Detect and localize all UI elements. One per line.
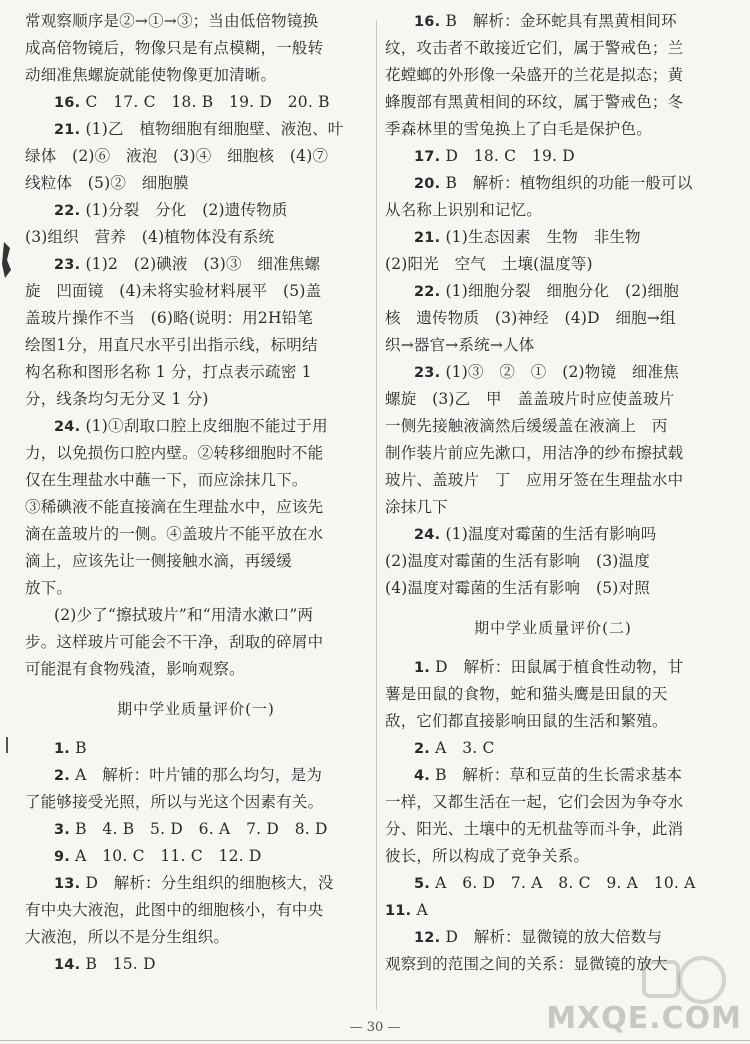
answer-item [25,251,367,278]
answer-item [385,870,721,897]
scan-edge-mark [0,735,14,755]
question-number: 22. [54,203,81,219]
text-line: 放下。 [25,579,73,597]
answer-item [25,870,367,897]
answer-text: D 解析：田鼠属于植食性动物，甘 [435,658,684,676]
text-line: (2)阳光 空气 土壤(温度等) [385,255,593,273]
answer-text: A [416,901,428,919]
bottom-rule [0,1040,750,1041]
text-line: ③稀碘液不能直接滴在生理盐水中，应该先 [25,498,324,516]
text-line: 有中央大液泡，此图中的细胞核小，有中央 [25,901,324,919]
answer-item [385,224,721,251]
text-line: 大液泡，所以不是分生组织。 [25,928,230,946]
answer-item [385,735,721,762]
text-line: 彼长，所以构成了竞争关系。 [385,847,590,865]
answer-item [385,278,721,305]
answer-text: D 解析：分生组织的细胞核大，没 [85,874,334,892]
answer-item [25,816,367,843]
question-number: 24. [414,527,441,543]
text-line: 线粒体 (5)② 细胞膜 [25,174,189,192]
text-line: 成高倍物镜后，物像只是有点模糊，一般转 [25,39,324,57]
answer-item [385,143,721,170]
question-number: 16. [414,14,441,30]
text-line: 步。这样玻片可能会不干净，刮取的碎屑中 [25,633,324,651]
answer-item [25,951,367,978]
text-line: 涂抹几下 [385,498,448,516]
question-number: 2. [414,741,430,757]
text-line: (2)温度对霉菌的生活有影响 (3)温度 [385,552,650,570]
answer-item [385,897,721,924]
answer-item [25,735,367,762]
question-number: 23. [414,365,441,381]
answer-item [25,116,367,143]
text-line: 季森林里的雪兔换上了白毛是保护色。 [385,120,652,138]
answer-text: B [75,739,87,757]
text-line: 滴上，应该先让一侧接触水滴，再缓缓 [25,552,292,570]
answer-item [385,8,721,35]
text-line: 常观察顺序是②→①→③；当由低倍物镜换 [25,12,319,30]
question-number: 2. [54,768,70,784]
text-line: 纹，攻击者不敢接近它们，属于警戒色；兰 [385,39,684,57]
section-heading: 期中学业质量评价(一) [117,700,275,718]
right-column [385,8,721,978]
watermark-text: MXQE.COM [546,1001,742,1036]
text-line: 绘图1分，用直尺水平引出指示线，标明结 [25,336,318,354]
answer-item [385,762,721,789]
answer-item [385,924,721,951]
answer-text: B 解析：金环蛇具有黑黄相间环 [445,12,677,30]
answer-text: (1)细胞分裂 细胞分化 (2)细胞 [445,282,679,300]
text-line: 核 遗传物质 (3)神经 (4)D 细胞→组 [385,309,676,327]
text-line: 一侧先接触液滴然后缓缓盖在液滴上 丙 [385,417,668,435]
answer-text: (1)分裂 分化 (2)遗传物质 [85,201,288,219]
answer-text: D 解析：显微镜的放大倍数与 [445,928,663,946]
answer-text: B 15. D [85,955,156,973]
question-number: 12. [414,930,441,946]
text-line: 绿体 (2)⑥ 液泡 (3)④ 细胞核 (4)⑦ [25,147,329,165]
answer-item [385,359,721,386]
answer-text: (1)生态因素 生物 非生物 [445,228,641,246]
answer-text: (1)温度对霉菌的生活有影响吗 [445,525,657,543]
question-number: 22. [414,284,441,300]
text-line: 分，线条均匀无分叉 1 分) [25,390,209,408]
text-line: 蜂腹部有黑黄相间的环纹，属于警戒色；冬 [385,93,684,111]
answer-item [25,413,367,440]
answer-text: D 18. C 19. D [445,147,575,165]
question-number: 11. [385,903,412,919]
answer-text: (1)乙 植物细胞有细胞壁、液泡、叶 [85,120,344,138]
text-line: 构名称和图形名称 1 分，打点表示疏密 1 [25,363,312,381]
question-number: 9. [54,849,70,865]
question-number: 23. [54,257,81,273]
text-line: 仅在生理盐水中蘸一下，而应涂抹几下。 [25,471,308,489]
scan-edge-mark [0,240,14,280]
question-number: 1. [414,660,430,676]
question-number: 20. [414,176,441,192]
column-divider [376,20,377,1010]
text-line: 玻片、盖玻片 丁 应用牙签在生理盐水中 [385,471,684,489]
answer-text: B 解析：草和豆苗的生长需求基本 [435,766,683,784]
question-number: 24. [54,419,81,435]
text-line: 织→器官→系统→人体 [385,336,535,354]
text-line: 花螳螂的外形像一朵盛开的兰花是拟态；黄 [385,66,684,84]
question-number: 17. [414,149,441,165]
answer-text: B 4. B 5. D 6. A 7. D 8. D [75,820,328,838]
text-line: 薯是田鼠的食物，蛇和猫头鹰是田鼠的天 [385,685,668,703]
page-number: — 30 — [349,1020,401,1035]
text-line: (2)少了“擦拭玻片”和“用清水漱口”两 [54,606,314,624]
answer-item [385,170,721,197]
left-column [25,8,367,978]
answer-text: A 3. C [435,739,495,757]
text-line: 敌，它们都直接影响田鼠的生活和繁殖。 [385,712,668,730]
answer-text: (1)①刮取口腔上皮细胞不能过于用 [85,417,328,435]
answer-item [385,521,721,548]
text-line: 盖玻片操作不当 (6)略(说明：用2H铅笔 [25,309,314,327]
answer-text: C 17. C 18. B 19. D 20. B [85,93,330,111]
text-line: 制作装片前应先漱口，用洁净的纱布擦拭载 [385,444,684,462]
text-line: 一样，又都生活在一起，它们会因为争夺水 [385,793,684,811]
question-number: 3. [54,822,70,838]
question-number: 16. [54,95,81,111]
question-number: 21. [54,122,81,138]
question-number: 21. [414,230,441,246]
text-line: 动细准焦螺旋就能使物像更加清晰。 [25,66,277,84]
text-line: 滴在盖玻片的一侧。④盖玻片不能平放在水 [25,525,324,543]
question-number: 5. [414,876,430,892]
text-line: 从名称上识别和记忆。 [385,201,543,219]
text-line: (4)温度对霉菌的生活有影响 (5)对照 [385,579,650,597]
question-number: 4. [414,768,430,784]
answer-text: (1)2 (2)碘液 (3)③ 细准焦螺 [85,255,321,273]
text-line: 旋 凹面镜 (4)未将实验材料展平 (5)盖 [25,282,322,300]
text-line: 螺旋 (3)乙 甲 盖盖玻片时应使盖玻片 [385,390,675,408]
question-number: 14. [54,957,81,973]
answer-item [25,843,367,870]
text-line: (3)组织 营养 (4)植物体没有系统 [25,228,275,246]
text-line: 可能混有食物残渣，影响观察。 [25,660,245,678]
answer-text: B 解析：植物组织的功能一般可以 [445,174,693,192]
answer-item [25,762,367,789]
answer-text: A 6. D 7. A 8. C 9. A 10. A [435,874,696,892]
text-line: 了能够接受光照，所以与光这个因素有关。 [25,793,324,811]
answer-item [25,89,367,116]
answer-text: (1)③ ② ① (2)物镜 细准焦 [445,363,679,381]
watermark [546,950,742,1040]
text-line: 观察到的范围之间的关系：显微镜的放大 [385,955,668,973]
section-heading: 期中学业质量评价(二) [474,619,632,637]
text-line: 力，以免损伤口腔内壁。②转移细胞时不能 [25,444,324,462]
text-line: 分、阳光、土壤中的无机盐等而斗争，此消 [385,820,684,838]
answer-text: A 解析：叶片铺的那么均匀，是为 [75,766,323,784]
question-number: 13. [54,876,81,892]
answer-text: A 10. C 11. C 12. D [75,847,262,865]
question-number: 1. [54,741,70,757]
answer-item [385,654,721,681]
answer-item [25,197,367,224]
